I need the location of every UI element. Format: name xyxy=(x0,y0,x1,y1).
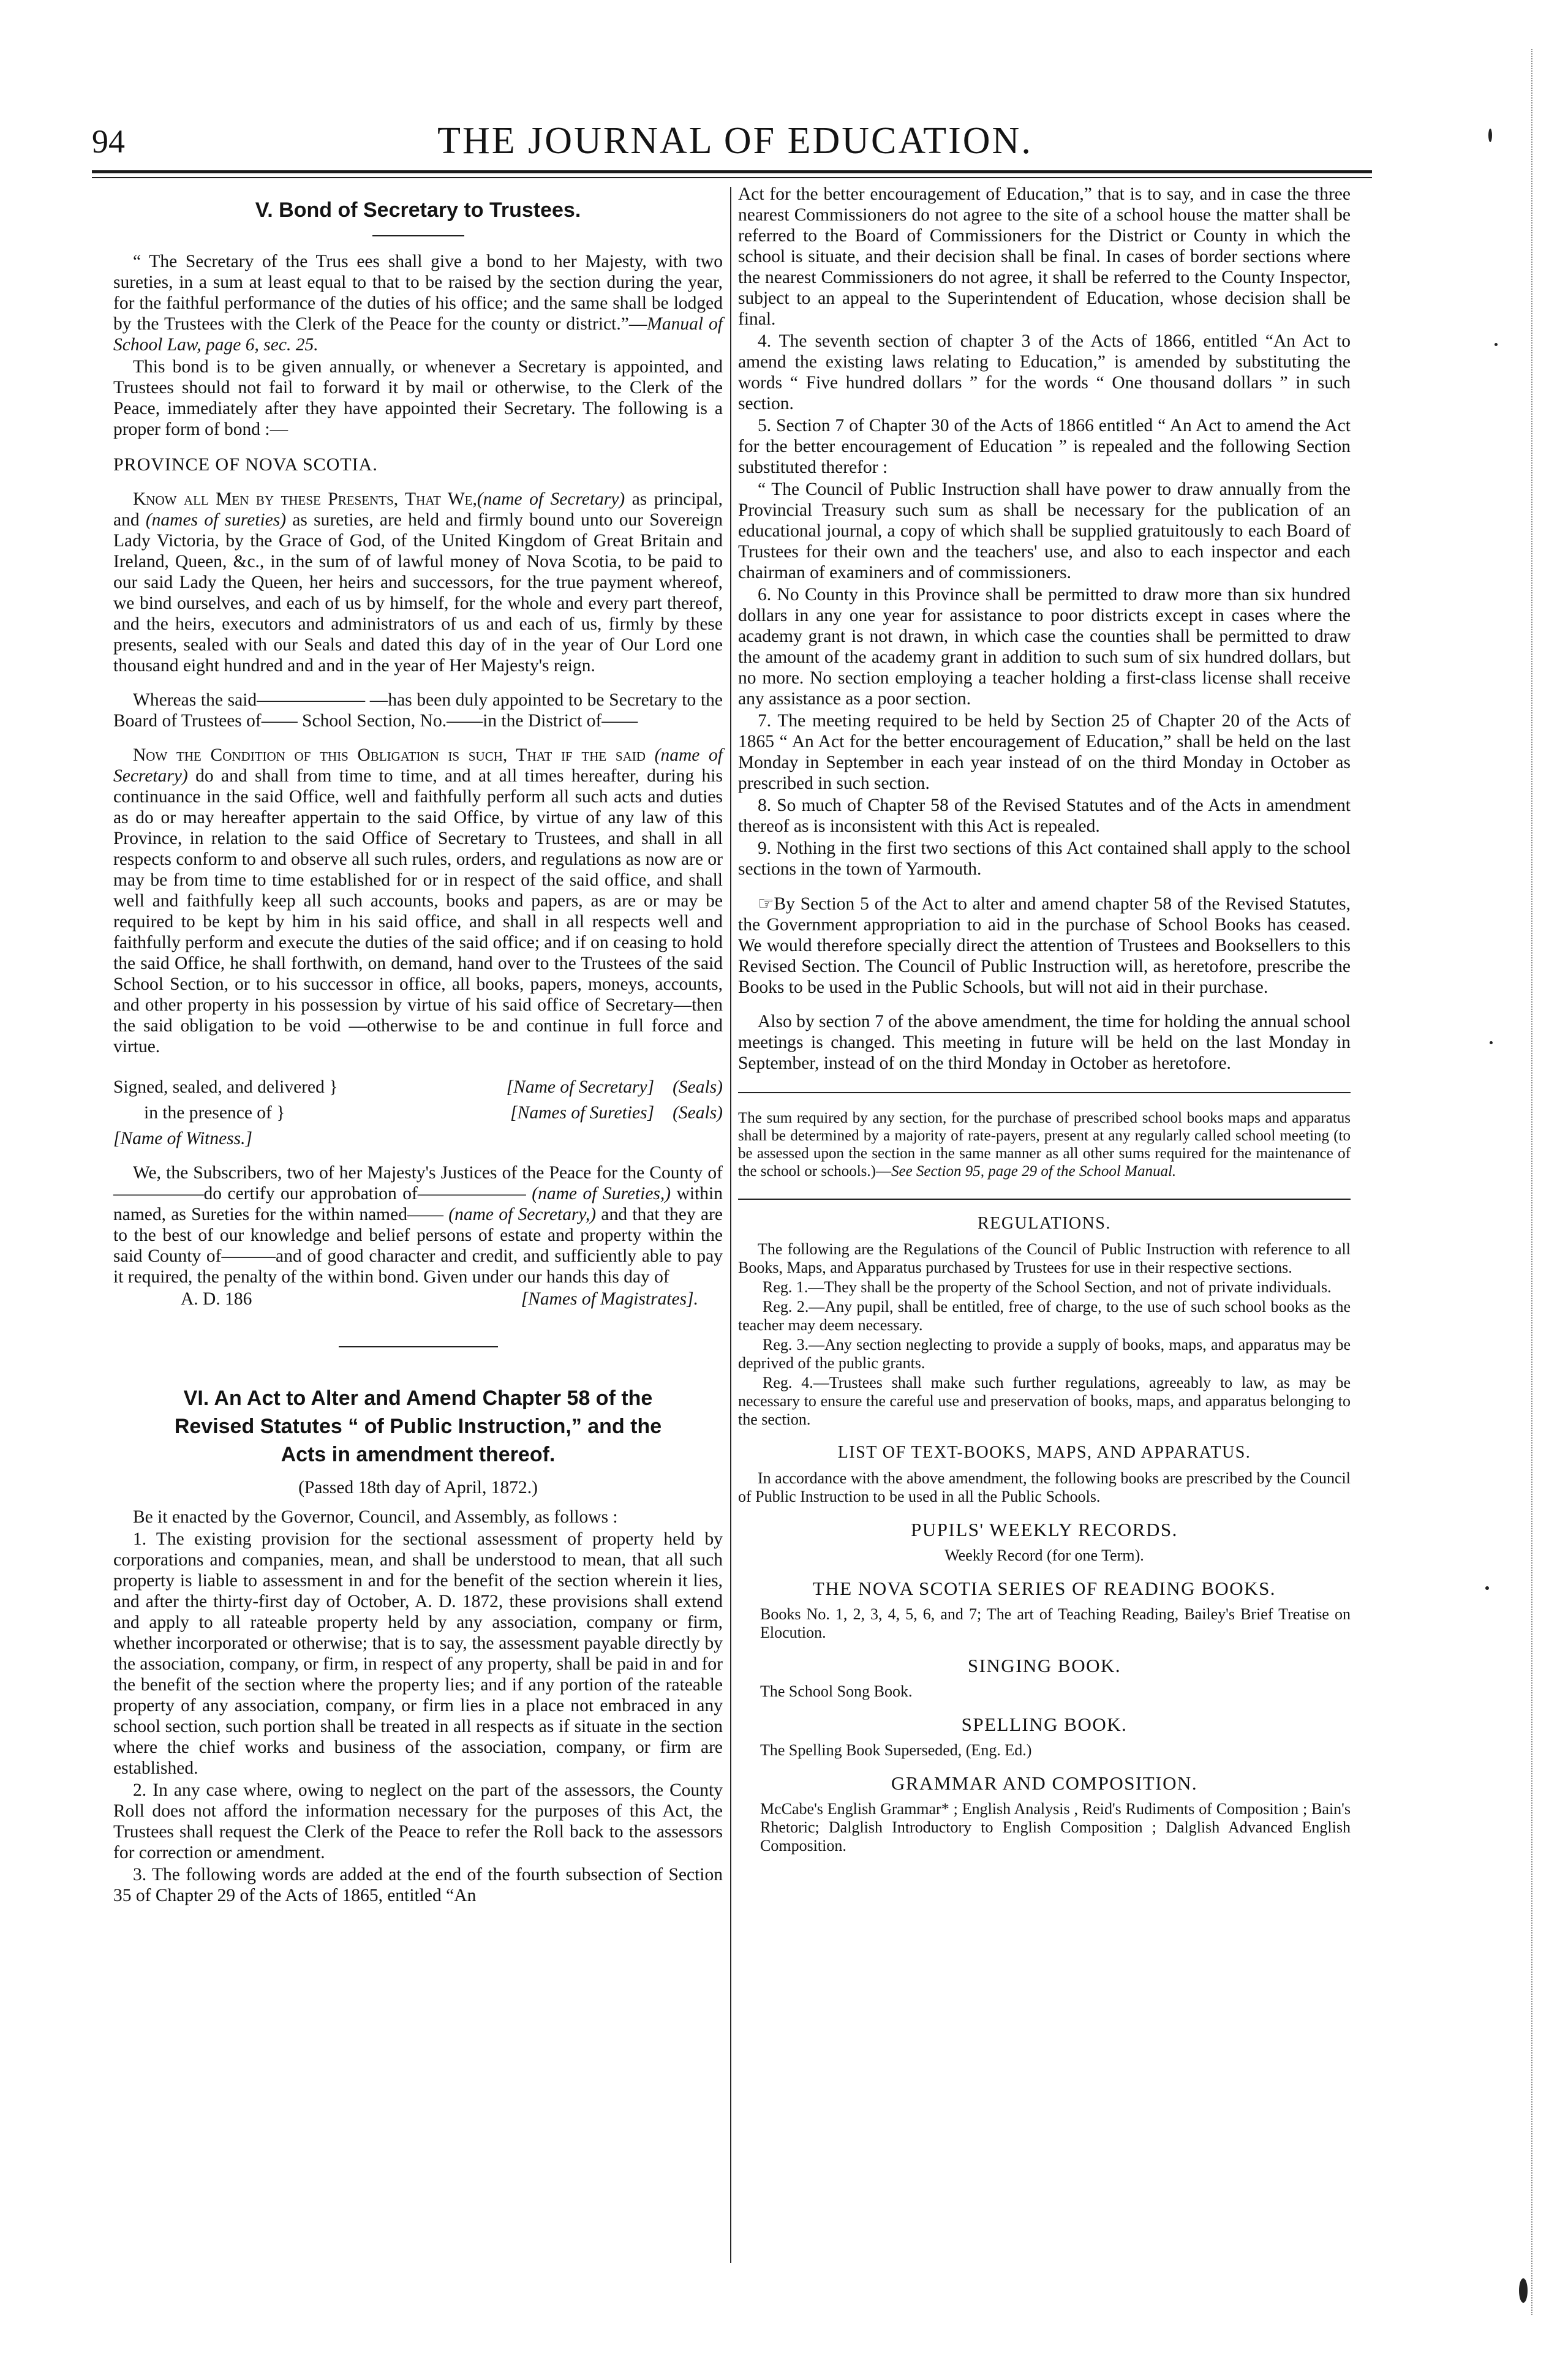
section-v-quote xyxy=(113,251,723,355)
seal-1: (Seals) xyxy=(673,1077,723,1097)
act-item-4: 4. The seventh section of chapter 3 of the Acts of 1866, entitled “An Act to amend the existing laws relating to Education,” is amended by substituting the words “ Five hundred dollars ” for the words “ One thousand dollars ” in such section. xyxy=(738,331,1351,413)
pupils-records-heading: PUPILS' WEEKLY RECORDS. xyxy=(911,1519,1178,1540)
scan-edge xyxy=(1513,49,1556,2315)
regulation-4: Reg. 4.—Trustees shall make such further regulations, agreeably to law, as may be necessary to ensure the careful use and preservation of books, maps, and apparatus belonging to the section. xyxy=(738,1374,1351,1428)
subscribers-clause xyxy=(113,1162,723,1287)
act-item-1: 1. The existing provision for the sectional assessment of property held by corporations and companies, mean, and shall be understood to mean, that all such property is liable to assessment in and for the benefit of the section wherein it lies, and after the thirty-first day of October, A. D. 1872, these provisions shall extend and apply to all rateable property held by any association, company or firm, whether incorporated or otherwise; that is to say, the assessment payable directly by the association, company, or firm, in respect of any property, shall be paid in and for the benefit of the section where the property lies; and if any portion of the rateable property of any association, company, or firm lies in a place not embraced in any school section, such portion shall be treated in all respects as if situate in the section where the chief works and business of the association, company, or firm are established. xyxy=(113,1529,723,1778)
regulation-2: Reg. 2.—Any pupil, shall be entitled, free of charge, to the use of such school books as the teacher may deem necessary. xyxy=(738,1298,1351,1334)
scan-speck xyxy=(1494,343,1498,346)
left-column xyxy=(113,184,723,1907)
scan-edge-line xyxy=(1531,49,1532,2315)
subscribers-b: within named, as Sureties for the within named—— xyxy=(113,1184,723,1224)
signature-right-1 xyxy=(507,1077,723,1098)
condition-clause xyxy=(113,745,723,1057)
subscribers-c: and that they are to the best of our knowledge and belief persons of estate and property within the said County of———and of good character and credit, and sufficiently able to pay it required, the penalty of the within bond. Given under our hands this day of xyxy=(113,1205,723,1287)
section-v-quote-cite: Manual of School Law, page 6, sec. 25. xyxy=(113,314,723,355)
act-item-5: 5. Section 7 of Chapter 30 of the Acts of 1866 entitled “ An Act to amend the Act for the better encouragement of Education ” is repealed and the following Section substituted therefor : xyxy=(738,416,1351,477)
ad-magistrates: [Names of Magistrates]. xyxy=(521,1289,698,1309)
section-v-rule xyxy=(372,235,464,236)
section-vi-title xyxy=(113,1384,723,1469)
reading-books-item: Books No. 1, 2, 3, 4, 5, 6, and 7; The art of Teaching Reading, Bailey's Brief Treatise on Elocution. xyxy=(760,1605,1351,1641)
signature-right-2 xyxy=(510,1102,723,1123)
sum-notice-text: The sum required by any section, for the purchase of prescribed school books maps and apparatus shall be determined by a majority of rate-payers, present at any regularly called school meeting (to be assessed upon the section in the same manner as all other sums required for the maintenance of the school or schools.)— xyxy=(738,1110,1351,1180)
act-item-5-quote: “ The Council of Public Instruction shall have power to draw annually from the Provincial Treasury such sum as shall be necessary for the publication of an educational journal, a copy of which shall be supplied gratuitously to each Board of Trustees for their own and the teachers' use, and also to each inspector and each chairman of examiners and of commissioners. xyxy=(738,480,1351,582)
act-item-8: 8. So much of Chapter 58 of the Revised Statutes and of the Acts in amendment thereof as is inconsistent with this Act is repealed. xyxy=(738,796,1351,836)
regulation-1: Reg. 1.—They shall be the property of the School Section, and not of private individuals. xyxy=(763,1278,1332,1296)
journal-title: THE JOURNAL OF EDUCATION. xyxy=(437,120,1033,162)
section-separator xyxy=(339,1346,498,1347)
books-note-text: By Section 5 of the Act to alter and amend chapter 58 of the Revised Statutes, the Government appropriation to aid in the purchase of School Books has ceased. We would therefore specially direct the attention of Trustees and Booksellers to this Revised Section. The Council of Public Instruction will, as heretofore, prescribe the Books to be used in the Public Schools, but will not aid in their purchase. xyxy=(738,894,1351,997)
act-item-7: 7. The meeting required to be held by Section 25 of Chapter 20 of the Acts of 1865 “ An Act for the better encouragement of Education,” shall be held on the last Monday in September in each year instead of on the third Monday in October as prescribed in such section. xyxy=(738,711,1351,793)
notice-rule xyxy=(738,1092,1351,1093)
section-vi-title-line1: VI. An Act to Alter and Amend Chapter 58 of the xyxy=(183,1387,653,1410)
subscribers-a: We, the Subscribers, two of her Majesty's Justices of the Peace for the County of—————do certify our approbation of—————— xyxy=(113,1163,723,1203)
passed-date: (Passed 18th day of April, 1872.) xyxy=(298,1478,538,1497)
condition-body: do and shall from time to time, and at all times hereafter, during his continuance in the said Office, well and faithfully perform all such acts and duties as do or may hereafter appertain to the said Office, by virtue of any law of this Province, in relation to the said Office of Secretary to Trustees, and shall in all respects conform to and observe all such rules, orders, and regulations as now are or may be from time to time established for or in respect of the said office, and shall well and faithfully keep all such accounts, books and papers, as are or may be required to be kept by him in his said office, and shall in all respects well and faithfully perform and execute the duties of the said office; and if on ceasing to hold the said Office, he shall forthwith, on demand, hand over to the Trustees of the said School Section, or to his successor in office, all books, papers, moneys, accounts, and other property in his possession by virtue of his said office of Secretary—then the said obligation to be void —otherwise to be and continue in full force and virtue. xyxy=(113,766,723,1056)
subscribers-sureties: (name of Sureties,) xyxy=(532,1184,671,1203)
sum-notice xyxy=(738,1109,1351,1180)
pupils-records-item: Weekly Record (for one Term). xyxy=(944,1546,1144,1564)
books-note xyxy=(738,893,1351,998)
list-heading: LIST OF TEXT-BOOKS, MAPS, AND APPARATUS. xyxy=(837,1443,1251,1462)
bond-opening: Know all Men by these Presents, That We, xyxy=(133,489,477,509)
signed-label: Signed, sealed, and delivered } xyxy=(113,1077,338,1097)
scan-speck xyxy=(1488,129,1492,142)
page-number: 94 xyxy=(92,123,125,160)
subscribers-secretary: (name of Secretary,) xyxy=(448,1205,597,1224)
act-item-2: 2. In any case where, owing to neglect on the part of the assessors, the County Roll does not afford the information necessary for the purposes of this Act, the Trustees shall request the Clerk of the Peace to refer the Roll back to the assessors for correction or amendment. xyxy=(113,1780,723,1862)
section-v-quote-text: “ The Secretary of the Trus ees shall give a bond to her Majesty, with two sureties, in a sum at least equal to that to be raised by the section during the year, for the faithful performance of the duties of his office; and the same shall be lodged by the Trustees with the Clerk of the Peace for the county or district.”— xyxy=(113,252,723,334)
bond-part-c: as sureties, are held and firmly bound unto our Sovereign Lady Victoria, by the Grace of God, of the United Kingdom of Great Britain and Ireland, Queen, &c., in the sum of of lawful money of Nova Scotia, to be paid to our said Lady the Queen, her heirs and successors, for the true payment whereof, we bind ourselves, and each of us by himself, for the whole and every part thereof, and the heirs, executors and administrators of us and each of us, firmly by these presents, sealed with our Seals and dated this day of in the year of Our Lord one thousand eight hundred and and in the year of Her Majesty's reign. xyxy=(113,510,723,676)
ad-row xyxy=(113,1289,723,1309)
ad-year: A. D. 186 xyxy=(181,1289,252,1309)
province-heading: PROVINCE OF NOVA SCOTIA. xyxy=(113,454,378,475)
signature-sureties: [Names of Sureties] xyxy=(510,1103,655,1123)
pointing-hand-icon: ☞ xyxy=(758,893,774,914)
condition-opening: Now the Condition of this Obligation is such, That if the said xyxy=(133,745,655,765)
section-vi-title-line2: Revised Statutes “ of Public Instruction,” and the xyxy=(174,1415,662,1438)
act-item-3: 3. The following words are added at the end of the fourth subsection of Section 35 of Chapter 29 of the Acts of 1865, entitled “An xyxy=(113,1865,723,1905)
condition-name-secretary: (name of Secretary) xyxy=(113,745,723,786)
meeting-note: Also by section 7 of the above amendment, the time for holding the annual school meetings is changed. This meeting in future will be held on the last Monday in September, instead of on the third Monday in October as heretofore. xyxy=(738,1012,1351,1073)
spelling-book-heading: SPELLING BOOK. xyxy=(961,1714,1128,1735)
bond-names-sureties: (names of sureties) xyxy=(145,510,287,530)
act-item-9: 9. Nothing in the first two sections of this Act contained shall apply to the school sections in the town of Yarmouth. xyxy=(738,838,1351,879)
presence-label: in the presence of } xyxy=(144,1103,285,1123)
column-divider xyxy=(730,187,731,2263)
regulations-heading: REGULATIONS. xyxy=(978,1214,1111,1233)
grammar-item: McCabe's English Grammar* ; English Analysis , Reid's Rudiments of Composition ; Bain's Rhetoric; Dalglish Introductory to English Composition ; Dalglish Advanced English Composition. xyxy=(760,1800,1351,1855)
witness-text: [Name of Witness.] xyxy=(113,1129,252,1148)
page-header xyxy=(92,119,1378,168)
bond-body xyxy=(113,489,723,676)
witness-line xyxy=(113,1128,723,1149)
whereas-clause: Whereas the said—————— —has been duly appointed to be Secretary to the Board of Trustees of—— School Section, No.——in the District of—— xyxy=(113,690,723,731)
list-intro: In accordance with the above amendment, the following books are prescribed by the Council of Public Instruction to be used in all the Public Schools. xyxy=(738,1469,1351,1505)
enacting-clause: Be it enacted by the Governor, Council, and Assembly, as follows : xyxy=(133,1507,618,1527)
grammar-heading: GRAMMAR AND COMPOSITION. xyxy=(891,1772,1198,1794)
section-v-paragraph: This bond is to be given annually, or whenever a Secretary is appointed, and Trustees should not fail to forward it by mail or otherwise, to the Clerk of the Peace, immediately after they have appointed their Secretary. The following is a proper form of bond :— xyxy=(113,357,723,439)
scan-speck xyxy=(1519,2278,1528,2303)
act-continuation: Act for the better encouragement of Education,” that is to say, and in case the three nearest Commissioners do not agree to the site of a school house the matter shall be referred to the Board of Commissioners for the District or County in which the school is situate, and their decision shall be final. In cases of border sections where the nearest Commissioners do not agree, it shall be referred to the County Inspector, subject to an appeal to the Superintendent of Education, whose decision shall be final. xyxy=(738,184,1351,329)
bond-part-b: as principal, and xyxy=(113,489,723,530)
section-v-title: V. Bond of Secretary to Trustees. xyxy=(255,198,581,222)
header-rule-thin xyxy=(92,177,1372,178)
signature-secretary: [Name of Secretary] xyxy=(506,1077,655,1097)
singing-book-heading: SINGING BOOK. xyxy=(967,1655,1121,1676)
reading-books-heading: THE NOVA SCOTIA SERIES OF READING BOOKS. xyxy=(812,1578,1276,1599)
sum-notice-cite: See Section 95, page 29 of the School Manual. xyxy=(891,1163,1177,1180)
act-item-6: 6. No County in this Province shall be permitted to draw more than six hundred dollars in any one year for assistance to poor districts except in cases where the academy grant is not drawn, in which case the counties shall be permitted to draw the amount of the academy grant in addition to such sum of six hundred dollars, but no more. No section employing a teacher holding a first-class license shall receive any assistance as a poor section. xyxy=(738,585,1351,709)
section-vi-title-line3: Acts in amendment thereof. xyxy=(281,1443,556,1466)
regulation-3: Reg. 3.—Any section neglecting to provide a supply of books, maps, and apparatus may be deprived of the public grants. xyxy=(738,1336,1351,1372)
singing-book-item: The School Song Book. xyxy=(760,1682,913,1700)
scan-speck xyxy=(1490,1041,1493,1044)
scan-speck xyxy=(1485,1586,1489,1590)
bond-name-secretary: (name of Secretary) xyxy=(477,489,625,509)
regulations-rule xyxy=(738,1199,1351,1200)
right-column xyxy=(738,184,1351,1856)
spelling-book-item: The Spelling Book Superseded, (Eng. Ed.) xyxy=(760,1741,1032,1759)
header-rule-thick xyxy=(92,170,1372,173)
signature-row-1 xyxy=(113,1077,723,1098)
seal-2: (Seals) xyxy=(673,1103,723,1123)
regulations-intro: The following are the Regulations of the Council of Public Instruction with reference to all Books, Maps, and Apparatus purchased by Trustees for use in their respective sections. xyxy=(738,1240,1351,1276)
signature-row-2 xyxy=(113,1102,723,1123)
